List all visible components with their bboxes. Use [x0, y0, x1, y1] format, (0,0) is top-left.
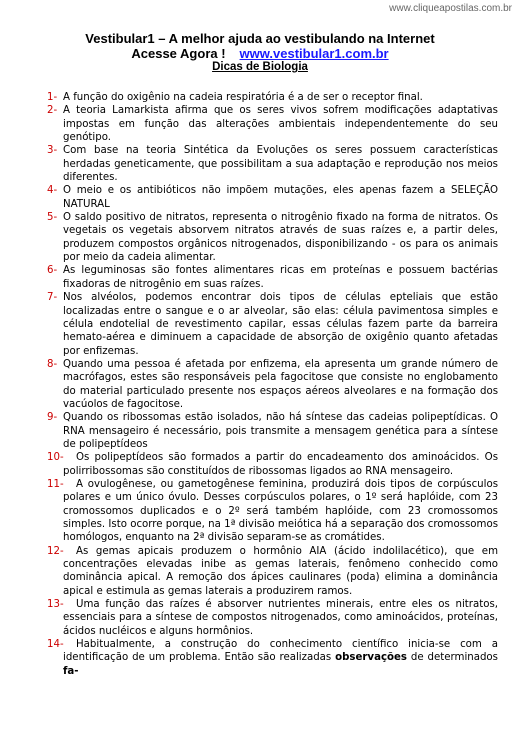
item-text — [63, 638, 498, 678]
item-number: 8- — [47, 358, 58, 370]
header-title: Vestibular1 – A melhor ajuda ao vestibulando na Internet — [85, 31, 435, 46]
watermark: www.cliqueapostilas.com.br — [389, 3, 512, 14]
list-item — [20, 478, 498, 545]
list-item — [20, 545, 498, 598]
item-text: A ovulogênese, ou gametogênese feminina, produzirá dois tipos de corpúsculos polares e um único óvulo. Desses corpúsculos polares, o 1º será haplóide, com 23 cromossomos duplicados e o 2º será também haplóide, com 23 cromossomos simples. Isto ocorre porque, na 1ª divisão meiótica há a separação dos cromossomos homólogos, enquanto na 2ª divisão separam-se as cromátides. — [63, 478, 498, 544]
list-item — [20, 104, 498, 144]
list-item — [20, 211, 498, 264]
item-text: As leguminosas são fontes alimentares ricas em proteínas e possuem bactérias fixadoras de nitrogênio em suas raízes. — [63, 265, 498, 290]
item-text: O saldo positivo de nitratos, representa o nitrogênio fixado na forma de nitratos. Os vegetais os vegetais absorvem nitratos através de suas raízes e, a partir deles, produzem compostos orgânicos nitrogenados, disponibilizando - os para os animais por meio da cadeia alimentar. — [63, 212, 498, 264]
item-number: 1- — [47, 92, 58, 103]
list-item — [20, 638, 498, 678]
item-number: 3- — [47, 145, 58, 157]
item-text: As gemas apicais produzem o hormônio AIA (ácido indolilacético), que em concentrações elevadas inibe as gemas laterais, fenômeno conhecido como dominância apical. A remoção dos ápices caulinares (poda) elimina a dominância apical e estimula as gemas laterais a produzirem ramos. — [63, 545, 498, 597]
item-number: 9- — [47, 412, 58, 424]
item-text: A função do oxigênio na cadeia respiratória é a de ser o receptor final. — [63, 92, 423, 103]
item-number: 12- — [47, 545, 64, 557]
item-number: 6- — [47, 265, 58, 277]
item-number: 7- — [47, 292, 58, 304]
site-link[interactable]: www.vestibular1.com.br — [239, 46, 389, 61]
list-item — [20, 184, 498, 211]
access-now-text: Acesse Agora ! — [131, 46, 226, 61]
list-item — [20, 144, 498, 184]
item-number: 14- — [47, 639, 64, 651]
item-text: Quando os ribossomas estão isolados, não há síntese das cadeias polipeptídicas. O RNA mensageiro é necessário, pois transmite a mensagem genética para a síntese de polipeptídeos — [63, 412, 498, 450]
list-item — [20, 598, 498, 638]
list-item — [20, 264, 498, 291]
item-number: 13- — [47, 599, 64, 611]
list-item — [20, 358, 498, 411]
section-subtitle: Dicas de Biologia — [212, 61, 308, 73]
item-number: 10- — [47, 452, 64, 464]
list-item — [20, 291, 498, 358]
item-text: Com base na teoria Sintética da Evoluções os seres possuem características herdadas geneticamente, que possibilitam a sua adaptação e reprodução nos meios diferentes. — [63, 145, 498, 184]
item-number: 2- — [47, 105, 58, 117]
list-item — [20, 91, 498, 104]
tips-list — [20, 91, 498, 678]
item-text-part: Habitualmente, a construção do conhecimento científico inicia-se com a identificação de um problema. Então são realizadas — [63, 639, 498, 664]
item-text-part: de determinados — [410, 652, 498, 664]
list-item — [20, 411, 498, 451]
item-number: 4- — [47, 185, 58, 197]
item-number: 5- — [47, 212, 58, 224]
item-text: Quando uma pessoa é afetada por enfizema, ela apresenta um grande número de macrófagos, estes são responsáveis pela fagocitose que consiste no englobamento do material particulado presente nos espaços aéreos alveolares e na formação dos vacúolos de fagocitose. — [63, 358, 498, 410]
header-access-line — [0, 46, 520, 61]
item-text-bold: fa- — [63, 665, 79, 677]
list-item — [20, 451, 498, 478]
item-text: Uma função das raízes é absorver nutrientes minerais, entre eles os nitratos, essenciais para a síntese de compostos nitrogenados, como aminoácidos, proteínas, ácidos nucléicos e alguns hormônios. — [63, 599, 498, 637]
item-text: A teoria Lamarkista afirma que os seres vivos sofrem modificações adaptativas impostas em função das alterações ambientais independentemente do seu genótipo. — [63, 105, 498, 144]
item-text: O meio e os antibióticos não impõem mutações, eles apenas fazem a SELEÇÃO NATURAL — [63, 185, 498, 210]
item-text-bold: observações — [335, 652, 407, 664]
item-text: Nos alvéolos, podemos encontrar dois tipos de células epteliais que estão localizadas entre o sangue e o ar alveolar, são elas: célula pavimentosa simples e célula endotelial de revestimento capilar, essas células fazem parte da barreira hemato-aérea e diminuem a capacidade de absorção de oxigênio quanto afetadas por enfizemas. — [63, 292, 498, 357]
document-header — [0, 31, 520, 74]
item-number: 11- — [47, 478, 64, 490]
item-text: Os polipeptídeos são formados a partir do encadeamento dos aminoácidos. Os polirribossomas são constituídos de ribossomas ligados ao RNA mensageiro. — [63, 452, 498, 477]
